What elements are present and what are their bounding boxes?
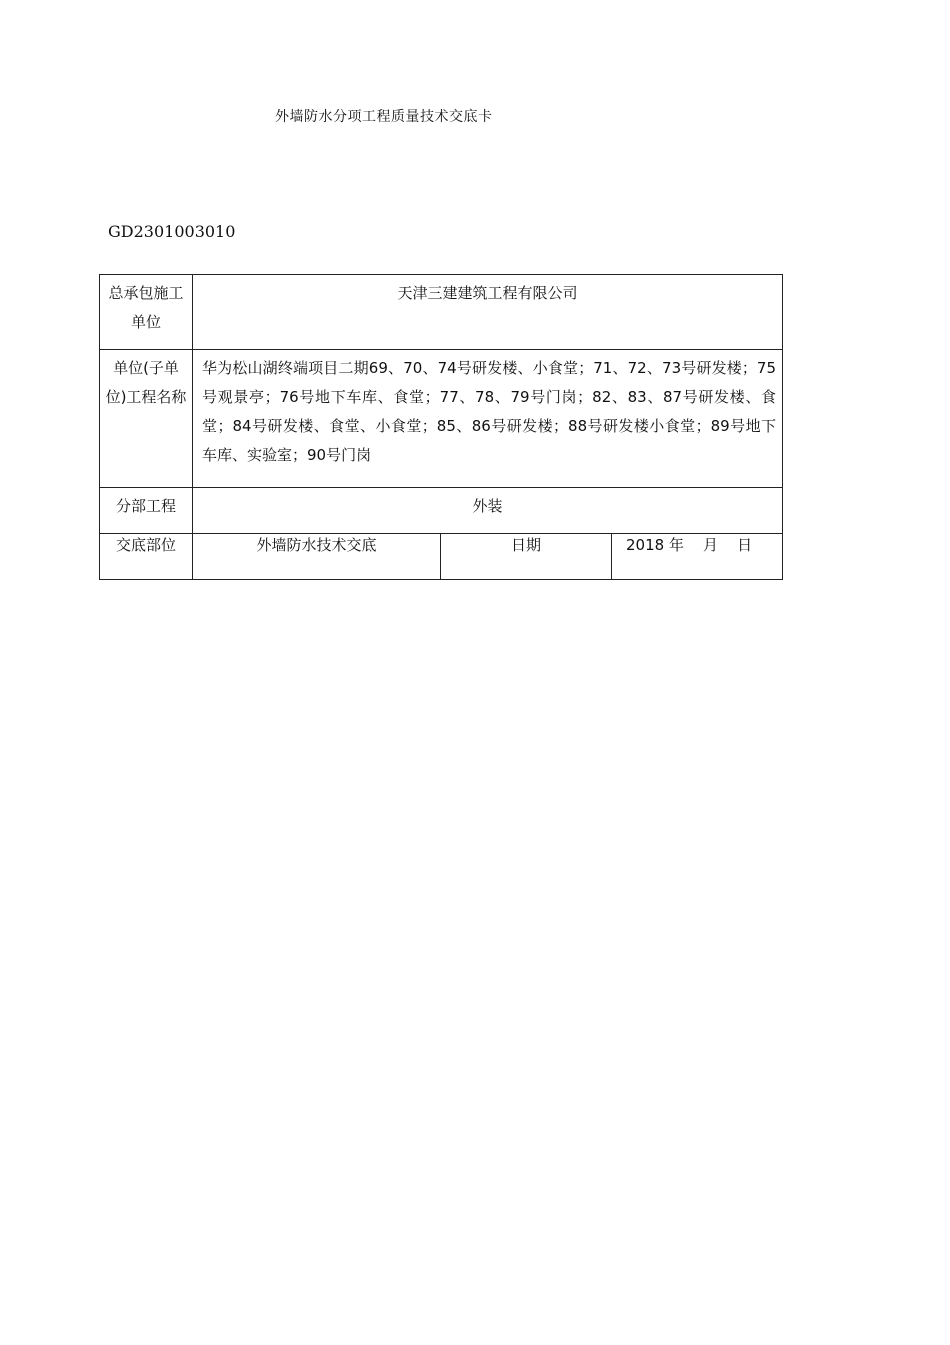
project-value: 华为松山湖终端项目二期69、70、74号研发楼、小食堂；71、72、73号研发楼；75号观景亭；76号地下车库、食堂；77、78、79号门岗；82、83、87号研发楼、食堂；84号研发楼、食堂、小食堂；85、86号研发楼；88号研发楼小食堂；89号地下车库、实验室；90号门岗 xyxy=(193,350,783,488)
table-row-part-date xyxy=(100,534,783,580)
table-row-contractor xyxy=(100,275,783,350)
disclosure-info-table xyxy=(99,274,783,580)
date-value: 2018 年 月 日 xyxy=(612,534,783,580)
division-value: 外装 xyxy=(193,488,783,534)
division-label: 分部工程 xyxy=(100,488,193,534)
project-label: 单位(子单位)工程名称 xyxy=(100,350,193,488)
contractor-label: 总承包施工单位 xyxy=(100,275,193,350)
date-label: 日期 xyxy=(441,534,612,580)
table-row-project xyxy=(100,350,783,488)
table-row-division xyxy=(100,488,783,534)
document-title: 外墙防水分项工程质量技术交底卡 xyxy=(275,109,493,125)
document-code: GD2301003010 xyxy=(108,222,236,241)
part-value: 外墙防水技术交底 xyxy=(193,534,441,580)
contractor-value: 天津三建建筑工程有限公司 xyxy=(193,275,783,350)
part-label: 交底部位 xyxy=(100,534,193,580)
